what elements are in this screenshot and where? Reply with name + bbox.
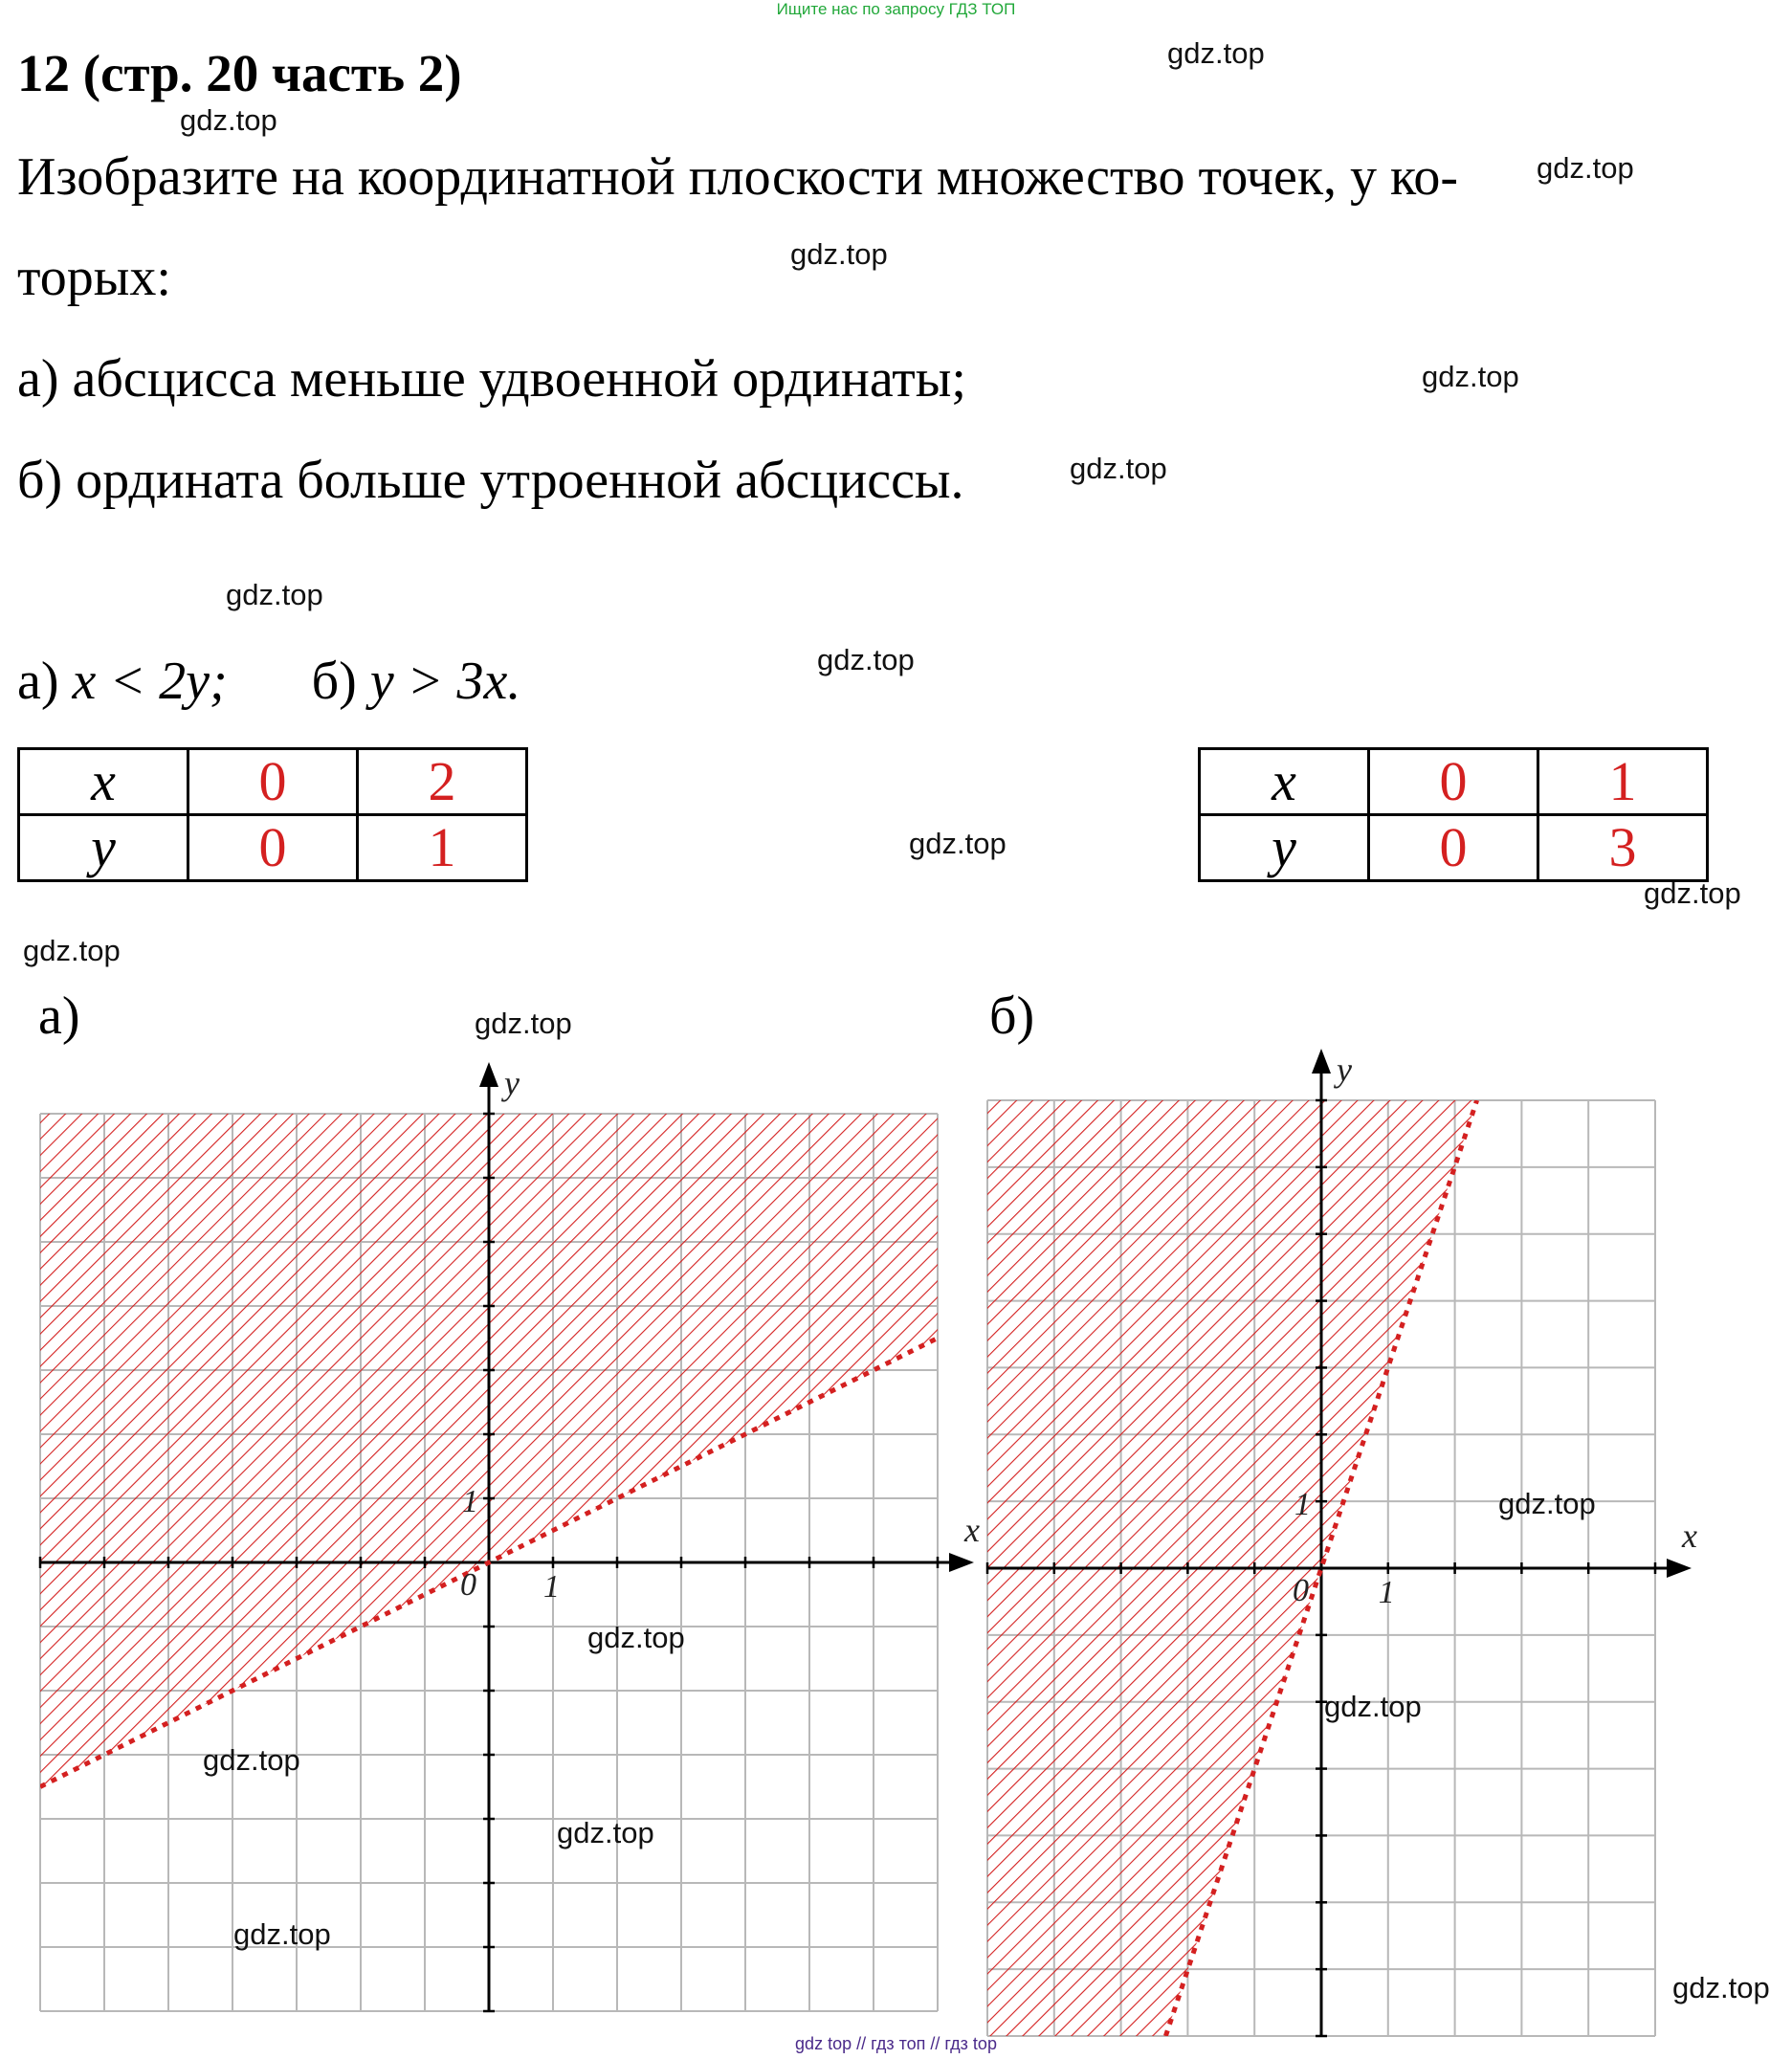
x-axis-label: x xyxy=(964,1511,980,1549)
x-axis-label: x xyxy=(1682,1517,1697,1555)
banner[interactable]: Ищите нас по запросу ГДЗ ТОП xyxy=(776,0,1016,18)
answer-b-expr: y > 3x. xyxy=(369,652,521,711)
table-b-header-x: x xyxy=(1200,749,1369,815)
table-a-header-y: y xyxy=(19,815,188,881)
plot-a-label: а) xyxy=(38,986,80,1046)
watermark: gdz.top xyxy=(1070,452,1167,485)
page-title: 12 (стр. 20 часть 2) xyxy=(17,44,462,102)
unit-label-x: 1 xyxy=(1378,1575,1395,1610)
table-a-header-x: x xyxy=(19,749,188,815)
watermark: gdz.top xyxy=(1167,36,1265,70)
table-b-cell: 3 xyxy=(1538,815,1708,881)
answer-a-expr: x < 2y; xyxy=(72,652,228,711)
task-item-a: а) абсцисса меньше удвоенной ординаты; xyxy=(17,349,966,409)
watermark: gdz.top xyxy=(226,578,323,611)
value-table-b xyxy=(1198,747,1709,882)
watermark: gdz.top xyxy=(23,934,121,967)
x-axis-arrow xyxy=(949,1553,974,1572)
origin-label: 0 xyxy=(460,1567,476,1603)
table-a-cell: 2 xyxy=(358,749,527,815)
watermark: gdz.top xyxy=(180,103,277,137)
table-b-cell: 1 xyxy=(1538,749,1708,815)
y-axis-label: y xyxy=(504,1064,520,1102)
plot-b-label: б) xyxy=(989,986,1035,1046)
answer-a-label: а) xyxy=(17,652,59,711)
table-b-cell: 0 xyxy=(1369,749,1538,815)
answer-line xyxy=(17,651,520,712)
watermark: gdz.top xyxy=(1324,1690,1422,1723)
origin-label: 0 xyxy=(1293,1573,1309,1608)
table-a-cell: 0 xyxy=(188,749,358,815)
watermark: gdz.top xyxy=(1537,151,1634,185)
footer-links[interactable]: gdz top // гдз топ // гдз top xyxy=(795,2034,997,2053)
watermark: gdz.top xyxy=(1422,360,1519,393)
value-table-a xyxy=(17,747,528,882)
table-b-header-y: y xyxy=(1200,815,1369,881)
table-b-cell: 0 xyxy=(1369,815,1538,881)
table-a-cell: 1 xyxy=(358,815,527,881)
watermark: gdz.top xyxy=(475,1007,572,1040)
watermark: gdz.top xyxy=(1672,1971,1770,2004)
watermark: gdz.top xyxy=(817,643,915,676)
unit-label-y: 1 xyxy=(462,1484,478,1519)
unit-label-x: 1 xyxy=(543,1569,560,1605)
watermark: gdz.top xyxy=(233,1917,331,1951)
task-line-1: Изобразите на координатной плоскости множество точек, у ко- xyxy=(17,147,1459,207)
answer-b-label: б) xyxy=(311,652,357,711)
watermark: gdz.top xyxy=(203,1743,300,1777)
y-axis-arrow xyxy=(1312,1049,1331,1074)
watermark: gdz.top xyxy=(790,237,888,271)
unit-label-y: 1 xyxy=(1294,1487,1311,1523)
task-item-b: б) ордината больше утроенной абсциссы. xyxy=(17,451,964,510)
watermark: gdz.top xyxy=(1644,876,1741,910)
y-axis-label: y xyxy=(1337,1051,1352,1089)
table-a-cell: 0 xyxy=(188,815,358,881)
watermark: gdz.top xyxy=(1498,1487,1596,1520)
task-line-2: торых: xyxy=(17,248,171,307)
watermark: gdz.top xyxy=(557,1816,654,1849)
plot-a xyxy=(29,1052,980,1990)
watermark: gdz.top xyxy=(909,827,1007,860)
y-axis-arrow xyxy=(479,1062,498,1087)
plot-b xyxy=(976,1043,1703,2019)
watermark: gdz.top xyxy=(587,1621,685,1654)
x-axis-arrow xyxy=(1667,1559,1692,1578)
